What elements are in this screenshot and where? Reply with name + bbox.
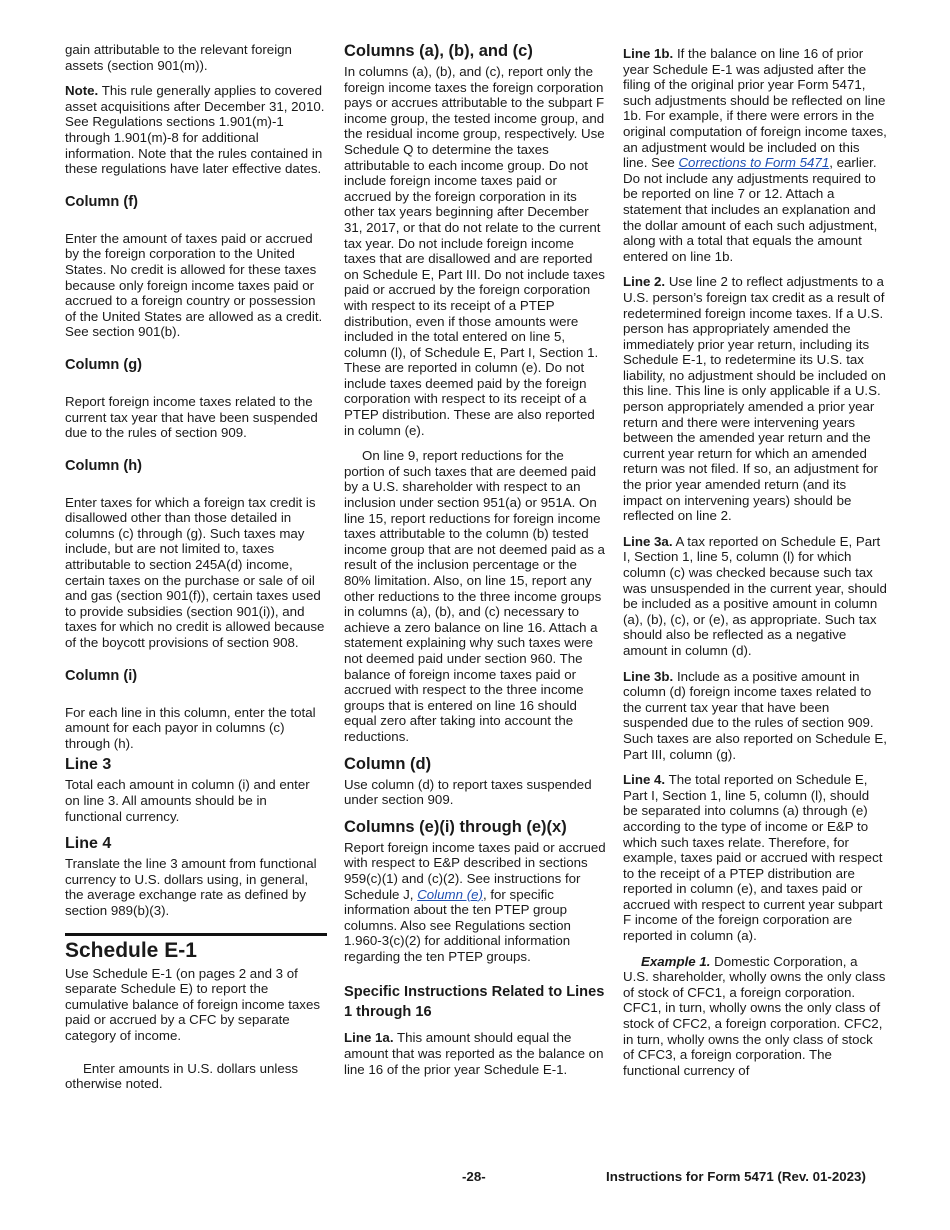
line-3b-text: Include as a positive amount in column (d) foreign income taxes related to the current tax year that have been suspended due to the rules of section 909. Such taxes are also reported on Schedule E, Part III, column (g). xyxy=(623,668,887,762)
line-2-text: Use line 2 to reflect adjustments to a U.S. person’s foreign tax credit as a result of redetermined foreign income taxes. If a U.S. person has appropriately amended the immediately prior year return, including its Schedule E-1, to redetermine its U.S. tax liability, no adjustment should be included on this line. This line is only applicable if a U.S. person appropriately amended a prior year return and there were intervening years between the amended year return and the current year return for which an amended return was not filed. If so, an adjustment for the prior year amended return (and its impact on intervening years) should be reflected on line 2. xyxy=(623,274,886,524)
line-1a-text: This amount should equal the amount that was reported as the balance on line 16 of the prior year Schedule E-1. xyxy=(344,1030,604,1077)
paragraph-line-4-e1 xyxy=(623,772,887,944)
line-2-label: Line 2. xyxy=(623,274,666,290)
text-span: , for specific information about the ten PTEP group columns. Also see Regulations section 1.960-3(c)(2) for additional information regarding the ten PTEP groups. xyxy=(344,886,571,964)
example-1-label: Example 1. xyxy=(641,953,711,969)
paragraph-line-4: Translate the line 3 amount from functional currency to U.S. dollars using, in general, the average exchange rate as defined by section 989(b)(3). xyxy=(65,856,317,918)
paragraph-schedule-e1: Use Schedule E-1 (on pages 2 and 3 of separate Schedule E) to report the cumulative balance of foreign income taxes paid or accrued by a CFC by separate category of income. xyxy=(65,965,320,1043)
column-3 xyxy=(623,42,887,1088)
line-1b-label: Line 1b. xyxy=(623,46,674,61)
heading-column-h: Column (h) xyxy=(65,457,143,474)
paragraph-line-9: On line 9, report reductions for the portion of such taxes that are deemed paid by a U.S. shareholder with respect to an inclusion under section 951(a) or 951A. On line 15, report reductions for foreign income taxes attributable to the column (b) tested income group that are not deemed paid as a result of the inclusion percentage or the 80% limitation. Also, on line 15, report any other reductions to the three income groups in columns (a), (b), and (c) necessary to achieve a zero balance on line 16. Attach a statement explaining why such taxes were not deemed paid under section 960. The balance of foreign income taxes paid or accrued with respect to the three income groups that is entered on line 16 should equal zero after taking into account the reductions. xyxy=(344,448,605,744)
paragraph-us-dollars: Enter amounts in U.S. dollars unless otherwise noted. xyxy=(65,1060,299,1092)
column-2 xyxy=(344,42,606,1087)
paragraph-gain: gain attributable to the relevant foreign assets (section 901(m)). xyxy=(65,42,292,73)
note-paragraph xyxy=(65,83,327,177)
paragraph-column-g: Report foreign income taxes related to the current tax year that have been suspended due to the rules of section 909. xyxy=(65,393,318,441)
line-3b-label: Line 3b. xyxy=(623,668,674,684)
note-label: Note. xyxy=(65,83,99,99)
line-4-text: The total reported on Schedule E, Part I, Section 1, line 5, column (l), should be separated into columns (a) through (e) according to the type of income or E&P to which such taxes relate. Therefore, for example, taxes paid or accrued with respect to the receipt of a PTEP distribution are reported in column (e), and taxes paid or accrued with respect to current year subpart F income of the foreign corporation are reported in column (a). xyxy=(623,772,883,944)
heading-specific-instructions: Specific Instructions Related to Lines 1 through 16 xyxy=(344,984,605,1021)
text-span: If the balance on line 16 of prior year Schedule E-1 was adjusted after the filing of the original prior year Form 5471, such adjustments should be reflected on line 1b. For example, if there were errors in the original computation of foreign income taxes, an adjustment would be included on this line. See xyxy=(623,46,887,171)
heading-column-d: Column (d) xyxy=(344,754,432,773)
paragraph-column-f: Enter the amount of taxes paid or accrued by the foreign corporation to the United States. No credit is allowed for these taxes because only foreign income taxes paid or accrued to a foreign country or possession of the United States are allowed as a credit. See section 901(b). xyxy=(65,230,323,340)
paragraph-line-1b xyxy=(623,46,887,264)
heading-schedule-e1: Schedule E-1 xyxy=(65,938,197,962)
line-3a-text: A tax reported on Schedule E, Part I, Section 1, line 5, column (l) for which column (c) was checked because such tax was unsuspended in the current year, should be included as a positive amount in column (a), (b), (c), or (e), as appropriate. Such tax should also be reflected as a negative amount in column (d). xyxy=(623,533,887,658)
page-number: -28- xyxy=(462,1169,486,1184)
paragraph-column-i: For each line in this column, enter the total amount for each payor in columns (c) through (h). xyxy=(65,704,316,751)
heading-column-f: Column (f) xyxy=(65,193,138,210)
heading-line-4: Line 4 xyxy=(65,835,112,853)
link-column-e[interactable]: Column (e) xyxy=(417,886,483,902)
paragraph-line-3a xyxy=(623,534,887,659)
heading-column-i: Column (i) xyxy=(65,667,138,684)
line-4-label: Line 4. xyxy=(623,772,666,788)
heading-columns-e: Columns (e)(i) through (e)(x) xyxy=(344,817,567,836)
line-3a-label: Line 3a. xyxy=(623,533,673,549)
note-text: This rule generally applies to covered asset acquisitions after December 31, 2010. See Regulations sections 1.901(m)-1 through 1.901(m)-8 for additional information. Note that the rules contained in these regulations have later effective dates. xyxy=(65,83,325,177)
line-1a-label: Line 1a. xyxy=(344,1030,394,1046)
heading-column-g: Column (g) xyxy=(65,356,143,373)
paragraph-column-d: Use column (d) to report taxes suspended under section 909. xyxy=(344,776,592,808)
form-title-footer: Instructions for Form 5471 (Rev. 01-2023) xyxy=(606,1169,866,1184)
paragraph-column-h: Enter taxes for which a foreign tax credit is disallowed other than those detailed in columns (c) through (g). Such taxes may include, but are not limited to, taxes attributable to section 245A(d) income, certain taxes on the purchase or sale of oil and gas (section 901(f)), certain taxes used to provide subsidies (section 901(i)), and taxes for which no credit is allowed because of the boycott provisions of section 908. xyxy=(65,494,325,651)
paragraph-columns-abc: In columns (a), (b), and (c), report only the foreign income taxes the foreign corporation pays or accrues attributable to the subpart F income group, the tested income group, and the residual income group, respectively. Use Schedule Q to determine the taxes attributable to each income group. Do not include foreign income taxes paid or accrued by the foreign corporation in its other tax years beginning after December 31, 2017, or that do not relate to the current tax year. Do not include foreign income taxes that are disallowed and are reported on Schedule E, Part III. Do not include taxes paid or accrued by the foreign corporation with respect to its receipt of a PTEP distribution, even if those amounts were included in the total entered on line 5, column (l), of Schedule E, Part I, Section 1. These are reported in column (e). Do not include taxes deemed paid by the foreign corporation with respect to its receipt of a PTEP distribution. These are also reported in column (e). xyxy=(344,64,605,438)
column-1 xyxy=(65,42,327,1102)
paragraph-columns-e xyxy=(344,840,606,965)
heading-columns-abc: Columns (a), (b), and (c) xyxy=(344,42,533,60)
paragraph-example-1 xyxy=(623,954,887,1079)
schedule-e1-rule xyxy=(65,933,327,964)
paragraph-line-3: Total each amount in column (i) and enter on line 3. All amounts should be in functional currency. xyxy=(65,777,310,824)
link-corrections-form-5471[interactable]: Corrections to Form 5471 xyxy=(678,155,830,171)
text-span: Report foreign income taxes paid or accrued with respect to E&P described in sections 959(c)(1) and (c)(2). See instructions for Schedule J, xyxy=(344,839,606,902)
paragraph-line-2 xyxy=(623,274,887,524)
paragraph-line-1a xyxy=(344,1030,606,1077)
text-span: , earlier. Do not include any adjustments required to be reported on line 7 or 12. Attach a statement that includes an explanation and the dollar amount of each such adjustment, along with a total that equals the amount entered on line 1b. xyxy=(623,155,878,264)
example-1-text: Domestic Corporation, a U.S. shareholder, wholly owns the only class of stock of CFC1, a foreign corporation. CFC1, in turn, wholly owns the only class of stock of CFC2, a foreign corporation. CFC2, in turn, wholly owns the only class of stock of CFC3, a foreign corporation. The functional currency of xyxy=(623,953,886,1078)
paragraph-line-3b xyxy=(623,669,887,763)
heading-line-3: Line 3 xyxy=(65,756,112,774)
